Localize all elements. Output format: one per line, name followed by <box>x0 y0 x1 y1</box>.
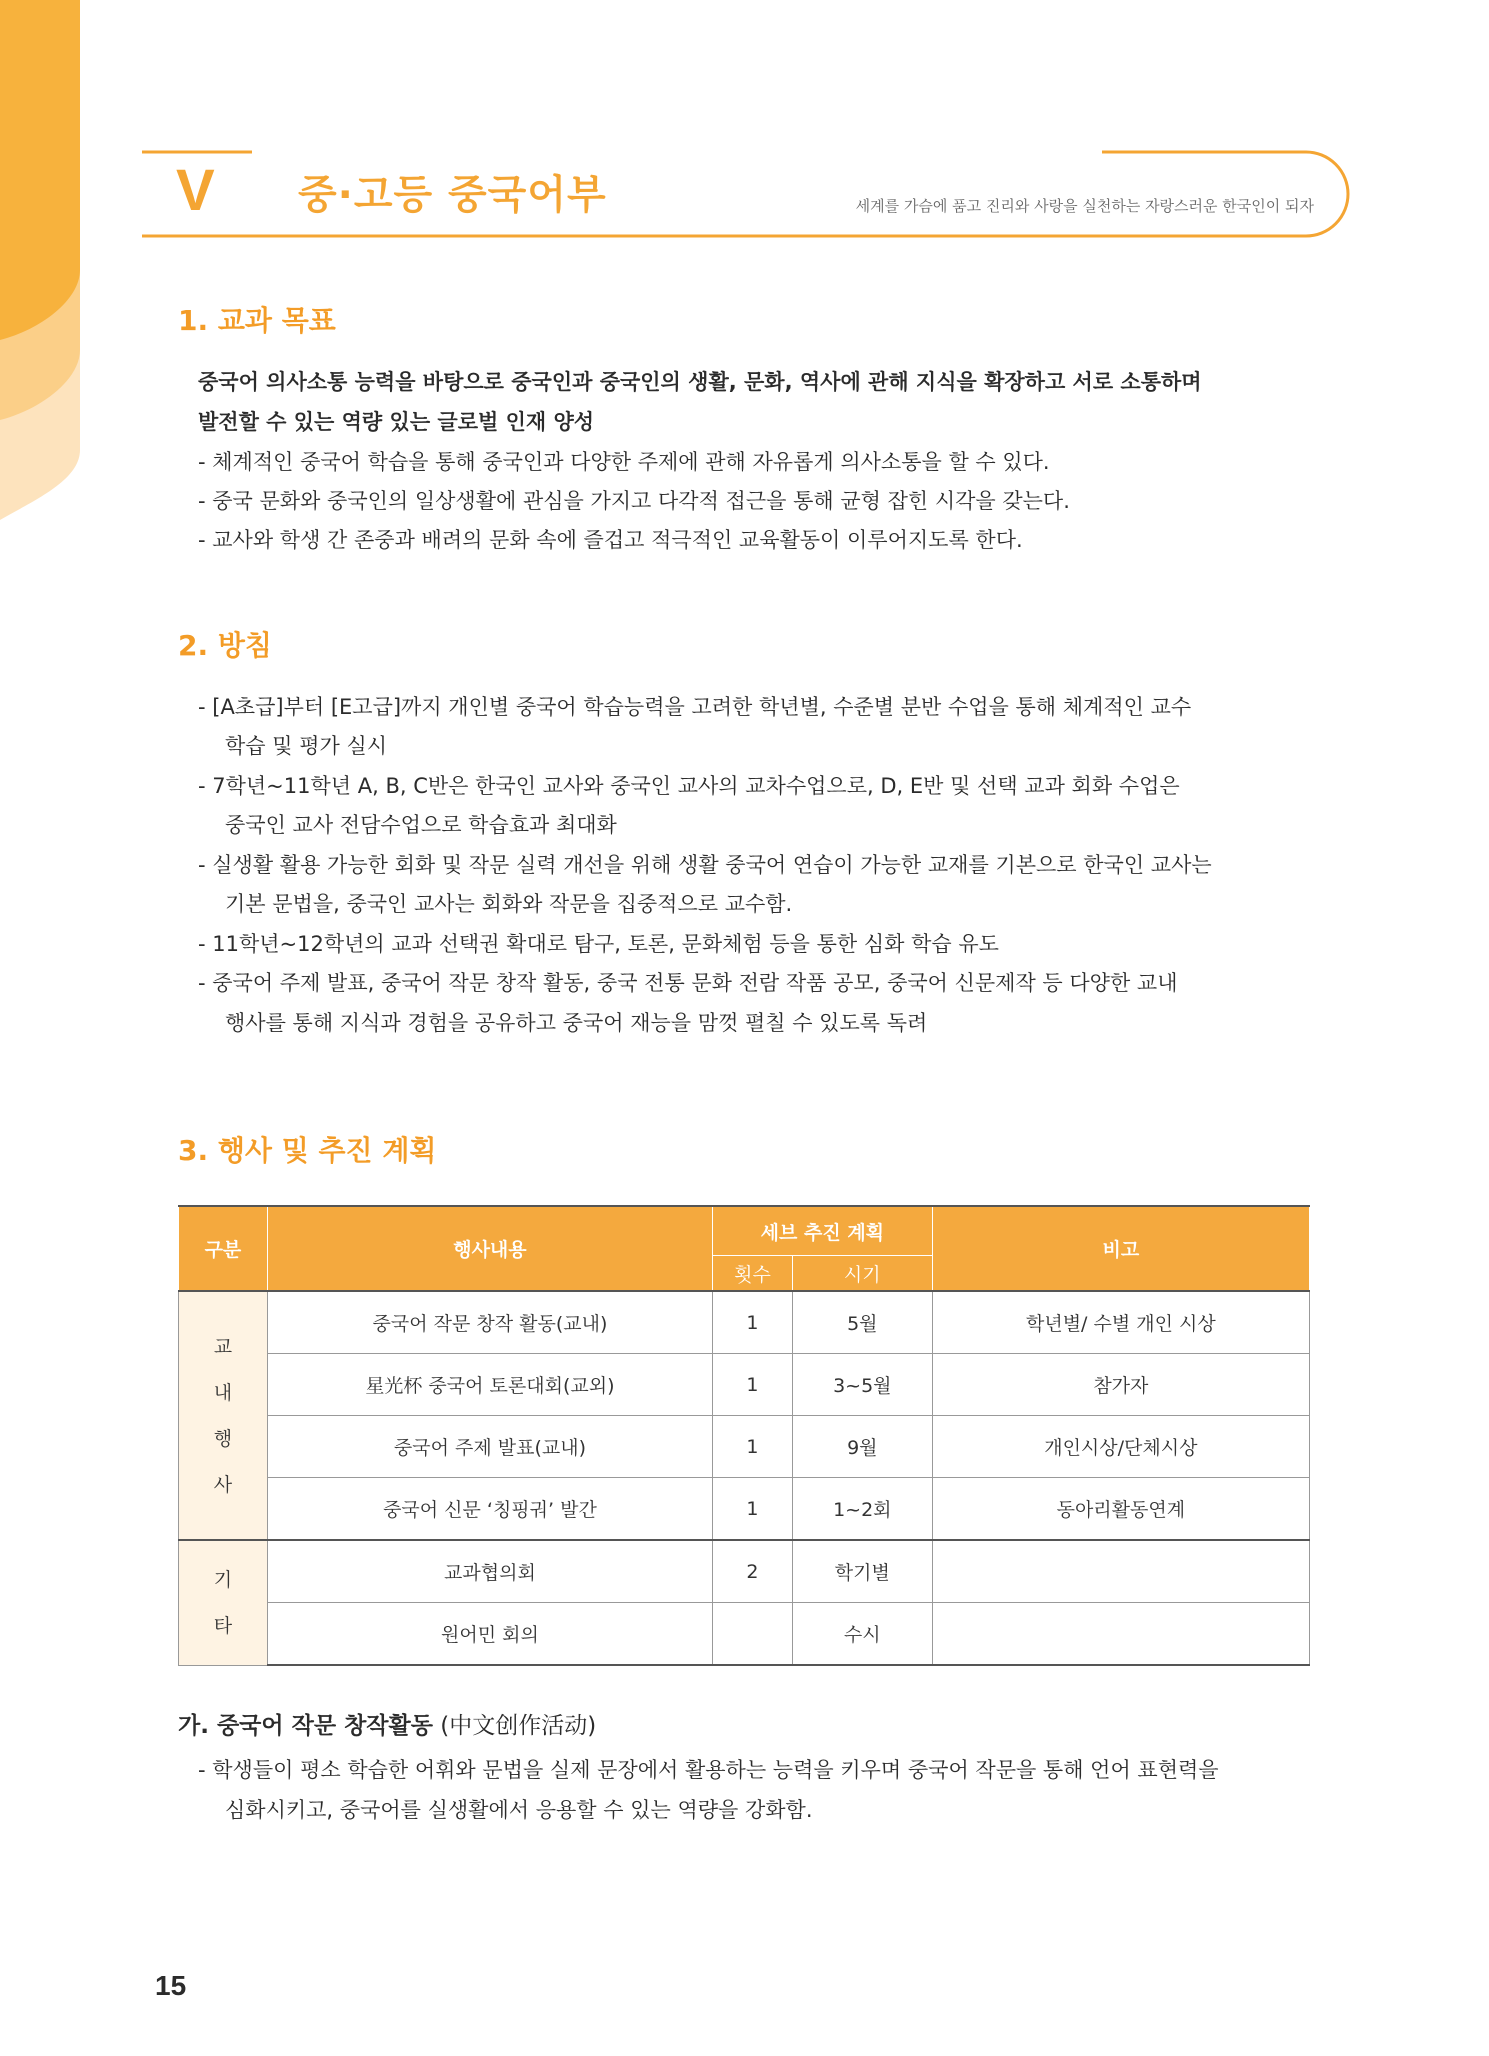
policy-line: - [A초급]부터 [E고급]까지 개인별 중국어 학습능력을 고려한 학년별, 수준별 분반 수업을 통해 체계적인 교수 <box>198 695 1192 719</box>
header-category: 구분 <box>179 1206 268 1291</box>
chapter-title: 중·고등 중국어부 <box>298 172 607 218</box>
header-content: 행사내용 <box>267 1206 712 1291</box>
table-row <box>179 1478 1310 1541</box>
subsection-heading <box>178 1708 596 1744</box>
event-count: 2 <box>713 1540 793 1603</box>
event-note <box>932 1603 1309 1666</box>
event-content: 중국어 신문 ‘칭핑궈’ 발간 <box>267 1478 712 1541</box>
policy-line: - 7학년~11학년 A, B, C반은 한국인 교사와 중국인 교사의 교차수업으로, D, E반 및 선택 교과 회화 수업은 <box>198 774 1180 798</box>
event-note <box>932 1540 1309 1603</box>
side-decoration <box>0 0 90 660</box>
event-note: 학년별/ 수별 개인 시상 <box>932 1291 1309 1354</box>
chapter-number: V <box>176 158 215 223</box>
goal-item: - 중국 문화와 중국인의 일상생활에 관심을 가지고 다각적 접근을 통해 균형 잡힌 시각을 갖는다. <box>198 489 1070 513</box>
policy-line: - 11학년~12학년의 교과 선택권 확대로 탐구, 토론, 문화체험 등을 통한 심화 학습 유도 <box>198 932 999 956</box>
header-note: 비고 <box>932 1206 1309 1291</box>
subsection-line: 심화시키고, 중국어를 실생활에서 응용할 수 있는 역량을 강화함. <box>225 1798 813 1822</box>
header-timing: 시기 <box>792 1256 932 1292</box>
goal-line-2: 발전할 수 있는 역량 있는 글로벌 인재 양성 <box>198 410 595 434</box>
subsection-title-chinese: (中文创作活动) <box>440 1713 597 1739</box>
event-timing: 수시 <box>792 1603 932 1666</box>
table-row <box>179 1354 1310 1416</box>
goal-item: - 체계적인 중국어 학습을 통해 중국인과 다양한 주제에 관해 자유롭게 의사소통을 할 수 있다. <box>198 450 1050 474</box>
table-row <box>179 1603 1310 1666</box>
chapter-header <box>142 150 1356 238</box>
event-content: 원어민 회의 <box>267 1603 712 1666</box>
event-timing: 3~5월 <box>792 1354 932 1416</box>
event-note: 참가자 <box>932 1354 1309 1416</box>
event-note: 개인시상/단체시상 <box>932 1416 1309 1478</box>
school-motto: 세계를 가슴에 품고 진리와 사랑을 실천하는 자랑스러운 한국인이 되자 <box>855 197 1314 215</box>
table-row <box>179 1416 1310 1478</box>
event-count: 1 <box>713 1291 793 1354</box>
header-count: 횟수 <box>713 1256 793 1292</box>
table-row <box>179 1540 1310 1603</box>
policy-line: 기본 문법을, 중국인 교사는 회화와 작문을 집중적으로 교수함. <box>225 892 793 916</box>
goal-line-1: 중국어 의사소통 능력을 바탕으로 중국인과 중국인의 생활, 문화, 역사에 관해 지식을 확장하고 서로 소통하며 <box>198 370 1202 394</box>
section-heading-policy: 2. 방침 <box>178 629 272 662</box>
event-content: 중국어 작문 창작 활동(교내) <box>267 1291 712 1354</box>
table-row <box>179 1291 1310 1354</box>
event-count <box>713 1603 793 1666</box>
subsection-line: - 학생들이 평소 학습한 어휘와 문법을 실제 문장에서 활용하는 능력을 키우며 중국어 작문을 통해 언어 표현력을 <box>198 1758 1219 1782</box>
event-content: 중국어 주제 발표(교내) <box>267 1416 712 1478</box>
category-cell: 기 타 <box>179 1540 268 1665</box>
policy-line: 학습 및 평가 실시 <box>225 734 388 758</box>
event-count: 1 <box>713 1478 793 1541</box>
event-timing: 5월 <box>792 1291 932 1354</box>
policy-line: - 중국어 주제 발표, 중국어 작문 창작 활동, 중국 전통 문화 전람 작품 공모, 중국어 신문제작 등 다양한 교내 <box>198 971 1178 995</box>
subsection-title: 가. 중국어 작문 창작활동 <box>178 1713 433 1739</box>
section-heading-events: 3. 행사 및 추진 계획 <box>178 1134 437 1167</box>
goal-item: - 교사와 학생 간 존중과 배려의 문화 속에 즐겁고 적극적인 교육활동이 이루어지도록 한다. <box>198 528 1023 552</box>
category-cell: 교 내 행 사 <box>179 1291 268 1540</box>
policy-line: 중국인 교사 전담수업으로 학습효과 최대화 <box>225 813 617 837</box>
header-plan: 세브 추진 계획 <box>713 1206 933 1256</box>
event-note: 동아리활동연계 <box>932 1478 1309 1541</box>
event-timing: 학기별 <box>792 1540 932 1603</box>
event-timing: 1~2회 <box>792 1478 932 1541</box>
event-content: 교과협의회 <box>267 1540 712 1603</box>
policy-line: - 실생활 활용 가능한 회화 및 작문 실력 개선을 위해 생활 중국어 연습이 가능한 교재를 기본으로 한국인 교사는 <box>198 853 1212 877</box>
policy-line: 행사를 통해 지식과 경험을 공유하고 중국어 재능을 맘껏 펼칠 수 있도록 독려 <box>225 1011 928 1035</box>
page-number: 15 <box>155 1970 187 2001</box>
event-count: 1 <box>713 1416 793 1478</box>
event-timing: 9월 <box>792 1416 932 1478</box>
event-plan-table <box>178 1205 1310 1666</box>
section-heading-goals: 1. 교과 목표 <box>178 304 336 337</box>
event-content: 星光杯 중국어 토론대회(교외) <box>267 1354 712 1416</box>
event-count: 1 <box>713 1354 793 1416</box>
